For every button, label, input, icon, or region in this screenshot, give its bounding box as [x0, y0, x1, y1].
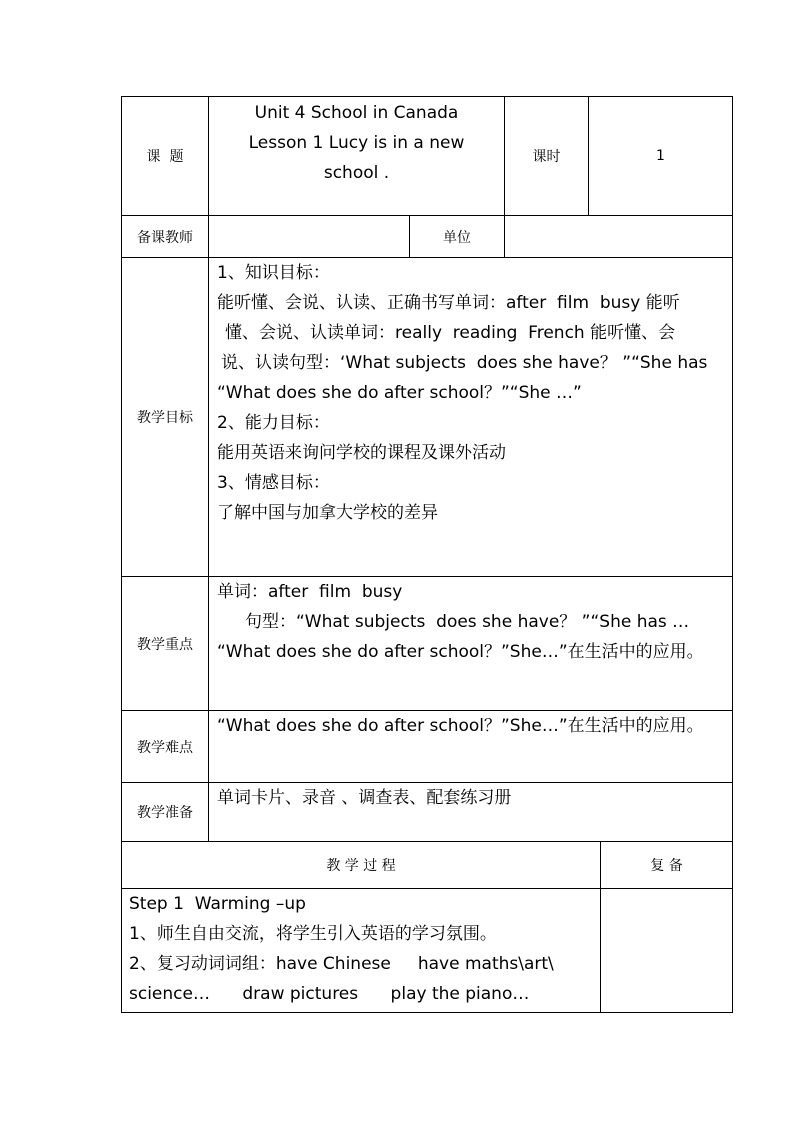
- teacher-value-cell: [208, 215, 410, 258]
- difficulties-label: 教学难点: [137, 739, 193, 756]
- period-label-cell: [504, 96, 589, 216]
- preparation-label-cell: [121, 782, 209, 842]
- objectives-line-7: 能用英语来询问学校的课程及课外活动: [217, 443, 506, 463]
- topic-label-cell: [121, 96, 209, 216]
- objectives-line-5: “What does she do after school？”“She …”: [217, 383, 582, 403]
- objectives-label: 教学目标: [137, 410, 193, 426]
- topic-line-1: Unit 4 School in Canada: [254, 103, 459, 123]
- period-value-cell: [588, 96, 733, 216]
- notes-header: 复 备: [650, 858, 683, 874]
- objectives-line-1: 1、知识目标：: [217, 263, 330, 283]
- unit-label-cell: [409, 215, 505, 258]
- objectives-line-8: 3、情感目标：: [217, 473, 330, 493]
- teacher-label-cell: [121, 215, 209, 258]
- teacher-label: 备课教师: [137, 229, 193, 246]
- key-points-line-1: 单词：after film busy: [217, 582, 403, 602]
- unit-label: 单位: [443, 229, 471, 246]
- process-line-3: 2、复习动词词组：have Chinese have maths\art\: [129, 954, 554, 974]
- notes-content-cell: [600, 888, 733, 1013]
- preparation-label: 教学准备: [137, 805, 193, 821]
- preparation-line-1: 单词卡片、录音 、调查表、配套练习册: [217, 788, 512, 808]
- period-label: 课时: [532, 149, 561, 165]
- process-line-2: 1、师生自由交流，将学生引入英语的学习氛围。: [129, 924, 497, 944]
- difficulties-content-cell: [208, 710, 733, 783]
- topic-line-3: school .: [323, 163, 390, 183]
- key-points-content-cell: [208, 576, 733, 711]
- objectives-line-3: 懂、会说、认读单词：really reading French 能听懂、会: [225, 323, 676, 343]
- notes-header-cell: [600, 841, 733, 889]
- topic-value-cell: [208, 96, 505, 216]
- process-content-cell: [121, 888, 601, 1013]
- objectives-line-4: 说、认读句型：‘What subjects does she have？ ”“She has: [221, 353, 708, 373]
- key-points-line-3: “What does she do after school？”She…”在生活中的应用。: [217, 642, 704, 662]
- process-header: 教 学 过 程: [326, 858, 396, 874]
- preparation-content-cell: [208, 782, 733, 842]
- objectives-line-9: 了解中国与加拿大学校的差异: [217, 503, 438, 523]
- objectives-line-6: 2、能力目标：: [217, 413, 330, 433]
- difficulties-line-1: “What does she do after school？”She…”在生活中的应用。: [217, 716, 704, 736]
- process-line-4: science… draw pictures play the piano…: [129, 984, 530, 1004]
- unit-value-cell: [504, 215, 733, 258]
- key-points-label: 教学重点: [137, 636, 193, 653]
- topic-label: 课 题: [146, 149, 184, 165]
- period-value: 1: [656, 148, 665, 164]
- objectives-content-cell: [208, 257, 733, 577]
- process-line-1: Step 1 Warming –up: [129, 894, 306, 914]
- objectives-label-cell: [121, 257, 209, 577]
- key-points-line-2: 句型：“What subjects does she have？ ”“She has …: [245, 612, 690, 632]
- key-points-label-cell: [121, 576, 209, 711]
- objectives-line-2: 能听懂、会说、认读、正确书写单词：after film busy 能听: [217, 293, 680, 313]
- process-header-cell: [121, 841, 601, 889]
- difficulties-label-cell: [121, 710, 209, 783]
- topic-line-2: Lesson 1 Lucy is in a new: [248, 133, 465, 153]
